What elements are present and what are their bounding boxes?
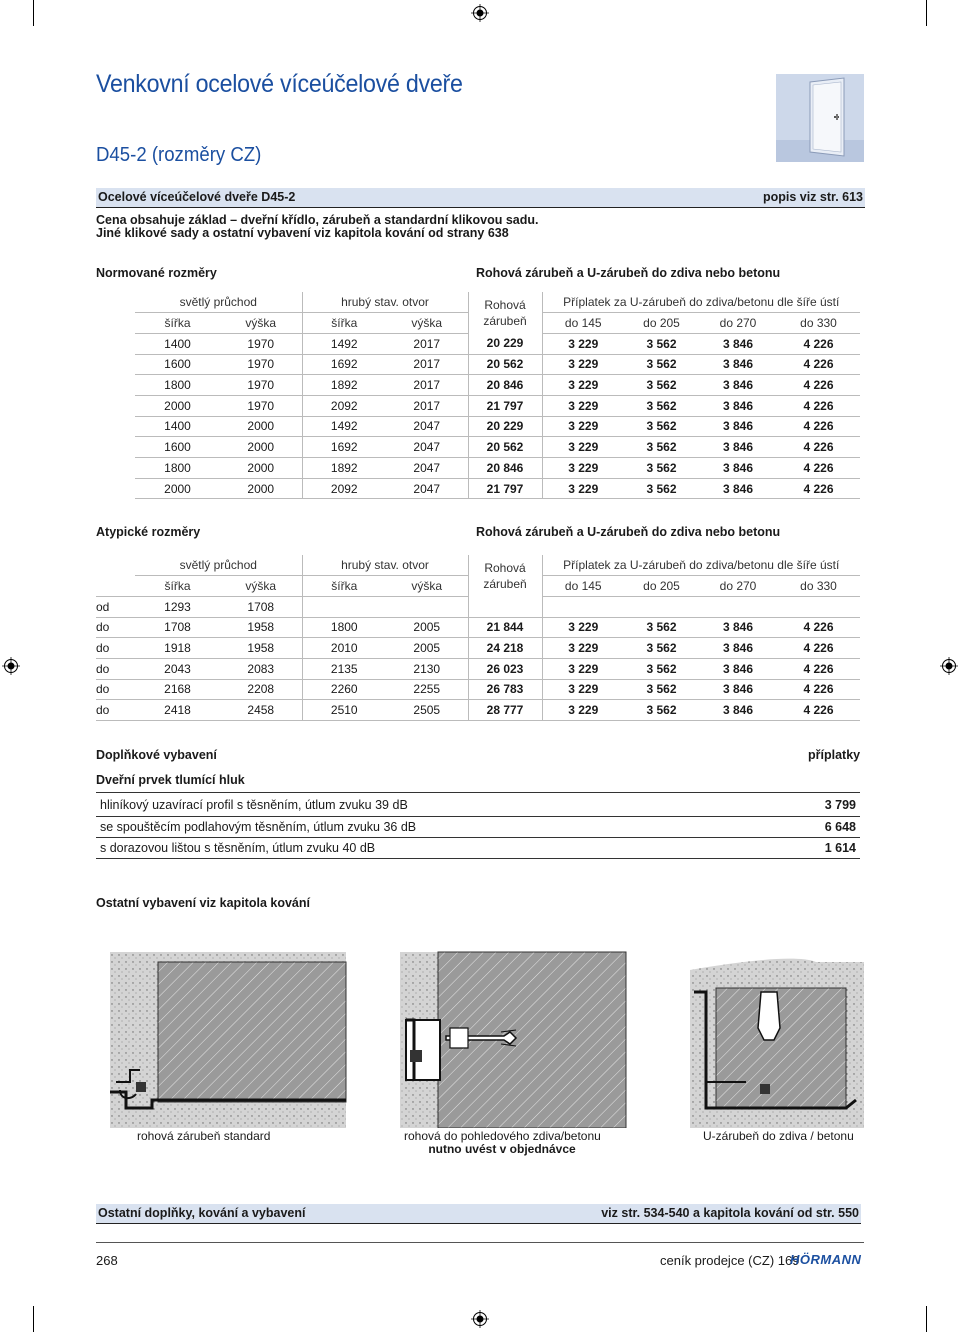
standard-cell: 3 846 <box>699 458 777 479</box>
caption-standard: rohová zárubeň standard <box>137 1129 271 1143</box>
atypical-cell <box>699 596 777 617</box>
bottom-bar-label: Ostatní doplňky, kování a vybavení <box>98 1206 306 1220</box>
atypical-cell: 1958 <box>220 638 302 659</box>
atypical-cell: 2005 <box>386 617 468 638</box>
standard-cell: 3 562 <box>624 395 699 416</box>
standard-cell: 3 846 <box>699 395 777 416</box>
standard-cell: 4 226 <box>777 375 860 396</box>
extras-row <box>96 795 860 816</box>
standard-cell: 2000 <box>135 478 220 499</box>
standard-cell: 21 797 <box>468 395 542 416</box>
standard-cell: 1492 <box>302 333 386 354</box>
light-opening-header: světlý průchod <box>135 555 302 576</box>
product-bar-label: Ocelové víceúčelové dveře D45-2 <box>98 190 296 204</box>
standard-cell: 2047 <box>386 416 468 437</box>
atypical-cell <box>468 596 542 617</box>
standard-cell: 1492 <box>302 416 386 437</box>
drawing-corner-frame-facing <box>400 952 626 1128</box>
registration-mark-icon <box>471 4 489 22</box>
atypical-cell: 2255 <box>386 679 468 700</box>
drawing-corner-frame-standard <box>110 952 346 1128</box>
standard-cell: 1800 <box>135 458 220 479</box>
atypical-cell: 2208 <box>220 679 302 700</box>
extras-item-name: s dorazovou lištou s těsněním, útlum zvuku 40 dB <box>96 837 777 858</box>
atypical-cell: 3 229 <box>542 658 624 679</box>
extras-item-price: 1 614 <box>777 837 860 858</box>
standard-cell: 4 226 <box>777 395 860 416</box>
standard-cell: 3 229 <box>542 354 624 375</box>
standard-cell: 3 562 <box>624 333 699 354</box>
catalog-ref: ceník prodejce (CZ) 169 <box>660 1253 800 1268</box>
atypical-cell: 2510 <box>302 700 386 721</box>
standard-cell: 3 846 <box>699 478 777 499</box>
width-header: šířka <box>302 313 386 334</box>
width-header: šířka <box>135 313 220 334</box>
standard-cell: 20 562 <box>468 354 542 375</box>
standard-cell: 20 846 <box>468 458 542 479</box>
standard-row <box>135 458 860 479</box>
standard-cell: 2017 <box>386 333 468 354</box>
atypical-cell: do <box>96 658 135 679</box>
atypical-cell: 2260 <box>302 679 386 700</box>
height-header: výška <box>386 576 468 597</box>
atypical-cell: 3 562 <box>624 658 699 679</box>
registration-mark-icon <box>940 657 958 675</box>
standard-cell: 3 562 <box>624 375 699 396</box>
atypical-cell: 26 783 <box>468 679 542 700</box>
do270-header: do 270 <box>699 576 777 597</box>
height-header: výška <box>386 313 468 334</box>
brand-logo: HÖRMANN <box>790 1252 862 1267</box>
standard-cell: 3 562 <box>624 437 699 458</box>
crop-mark <box>33 0 34 26</box>
height-header: výška <box>220 576 302 597</box>
spacer <box>96 576 135 597</box>
footer-divider <box>96 1242 864 1243</box>
standard-cell: 1600 <box>135 437 220 458</box>
atypical-cell: 2083 <box>220 658 302 679</box>
surcharge-header: Příplatek za U-zárubeň do zdiva/betonu dle šíře ústí <box>542 292 860 313</box>
atypical-cell: 3 846 <box>699 638 777 659</box>
standard-cell: 3 562 <box>624 478 699 499</box>
do145-header: do 145 <box>542 576 624 597</box>
standard-cell: 2092 <box>302 395 386 416</box>
atypical-cell: 26 023 <box>468 658 542 679</box>
corner-frame-header-1: Rohová <box>484 297 526 312</box>
do330-header: do 330 <box>777 576 860 597</box>
atypical-cell: 3 562 <box>624 679 699 700</box>
width-header: šířka <box>135 576 220 597</box>
atypical-row <box>96 700 860 721</box>
atypical-cell: 2505 <box>386 700 468 721</box>
standard-cell: 2017 <box>386 375 468 396</box>
atypical-cell: 1293 <box>135 596 220 617</box>
corner-frame-header <box>468 555 542 596</box>
standard-cell: 3 846 <box>699 375 777 396</box>
extras-price-label: příplatky <box>808 748 861 762</box>
crop-mark <box>33 1306 34 1332</box>
product-bar-ref: popis viz str. 613 <box>762 190 863 204</box>
standard-cell: 3 229 <box>542 375 624 396</box>
standard-cell: 1400 <box>135 333 220 354</box>
standard-cell: 3 229 <box>542 416 624 437</box>
corner-frame-header <box>468 292 542 333</box>
standard-cell: 1400 <box>135 416 220 437</box>
atypical-cell <box>624 596 699 617</box>
standard-cell: 3 562 <box>624 458 699 479</box>
corner-frame-header-2: zárubeň <box>483 576 527 591</box>
standard-row <box>135 333 860 354</box>
standard-cell: 4 226 <box>777 333 860 354</box>
standard-row <box>135 354 860 375</box>
caption-facing-line-2: nutno uvést v objednávce <box>428 1142 576 1156</box>
standard-row <box>135 478 860 499</box>
standard-cell: 3 229 <box>542 333 624 354</box>
height-header: výška <box>220 313 302 334</box>
extras-row <box>96 837 860 858</box>
standard-cell: 3 229 <box>542 437 624 458</box>
standard-cell: 1692 <box>302 437 386 458</box>
atypical-row <box>96 658 860 679</box>
standard-cell: 20 229 <box>468 416 542 437</box>
standard-cell: 4 226 <box>777 416 860 437</box>
standard-cell: 20 846 <box>468 375 542 396</box>
atypical-row <box>96 679 860 700</box>
standard-cell: 1970 <box>220 395 302 416</box>
atypical-cell: od <box>96 596 135 617</box>
atypical-cell: 1958 <box>220 617 302 638</box>
standard-frame-title: Rohová zárubeň a U-zárubeň do zdiva nebo betonu <box>476 266 781 280</box>
atypical-cell: 24 218 <box>468 638 542 659</box>
light-opening-header: světlý průchod <box>135 292 302 313</box>
standard-cell: 20 229 <box>468 333 542 354</box>
intro-line-2: Jiné klikové sady a ostatní vybavení viz kapitola kování od strany 638 <box>96 226 509 240</box>
extras-item-price: 3 799 <box>777 795 860 816</box>
standard-row <box>135 375 860 396</box>
atypical-cell: 1708 <box>220 596 302 617</box>
standard-cell: 3 846 <box>699 416 777 437</box>
atypical-cell: 28 777 <box>468 700 542 721</box>
atypical-cell: 4 226 <box>777 617 860 638</box>
extras-item-name: se spouštěcím podlahovým těsněním, útlum zvuku 36 dB <box>96 816 777 837</box>
extras-table <box>96 795 860 859</box>
product-bar <box>96 188 865 208</box>
atypical-cell: 2168 <box>135 679 220 700</box>
standard-cell: 4 226 <box>777 354 860 375</box>
atypical-cell: 21 844 <box>468 617 542 638</box>
standard-cell: 3 846 <box>699 333 777 354</box>
rough-opening-header: hrubý stav. otvor <box>302 292 468 313</box>
standard-cell: 1892 <box>302 458 386 479</box>
do330-header: do 330 <box>777 313 860 334</box>
standard-cell: 2000 <box>220 416 302 437</box>
do205-header: do 205 <box>624 313 699 334</box>
atypical-cell: 3 229 <box>542 617 624 638</box>
atypical-cell: 2418 <box>135 700 220 721</box>
do270-header: do 270 <box>699 313 777 334</box>
standard-cell: 1692 <box>302 354 386 375</box>
atypical-cell <box>542 596 624 617</box>
extras-label: Doplňkové vybavení <box>96 748 217 762</box>
standard-row <box>135 395 860 416</box>
standard-cell: 3 846 <box>699 354 777 375</box>
atypical-cell: 1918 <box>135 638 220 659</box>
atypical-cell: 3 846 <box>699 658 777 679</box>
atypical-cell <box>386 596 468 617</box>
standard-cell: 4 226 <box>777 478 860 499</box>
standard-label: Normované rozměry <box>96 266 217 280</box>
width-header: šířka <box>302 576 386 597</box>
standard-cell: 2000 <box>135 395 220 416</box>
extras-item-price: 6 648 <box>777 816 860 837</box>
page-title: Venkovní ocelové víceúčelové dveře <box>96 70 463 98</box>
corner-frame-header-1: Rohová <box>484 560 526 575</box>
extras-row <box>96 816 860 837</box>
rough-opening-header: hrubý stav. otvor <box>302 555 468 576</box>
atypical-cell: 4 226 <box>777 638 860 659</box>
standard-cell: 1970 <box>220 354 302 375</box>
standard-cell: 1892 <box>302 375 386 396</box>
standard-cell: 3 562 <box>624 354 699 375</box>
extras-group-label: Dveřní prvek tlumící hluk <box>96 773 245 787</box>
drawing-u-frame <box>690 959 864 1128</box>
standard-row <box>135 416 860 437</box>
standard-cell: 1600 <box>135 354 220 375</box>
bottom-bar <box>96 1204 861 1224</box>
registration-mark-icon <box>2 657 20 675</box>
standard-cell: 2092 <box>302 478 386 499</box>
standard-cell: 3 562 <box>624 416 699 437</box>
atypical-cell: do <box>96 617 135 638</box>
atypical-cell: 3 562 <box>624 617 699 638</box>
registration-mark-icon <box>471 1310 489 1328</box>
atypical-cell: 3 846 <box>699 700 777 721</box>
standard-cell: 20 562 <box>468 437 542 458</box>
atypical-cell: 4 226 <box>777 700 860 721</box>
atypical-cell: 2005 <box>386 638 468 659</box>
atypical-row <box>96 638 860 659</box>
standard-cell: 1970 <box>220 333 302 354</box>
atypical-cell <box>777 596 860 617</box>
atypical-cell: 3 562 <box>624 700 699 721</box>
standard-cell: 3 229 <box>542 395 624 416</box>
standard-cell: 2017 <box>386 354 468 375</box>
extras-item-name: hliníkový uzavírací profil s těsněním, útlum zvuku 39 dB <box>96 795 777 816</box>
page-subtitle: D45-2 (rozměry CZ) <box>96 144 262 166</box>
standard-cell: 2047 <box>386 478 468 499</box>
atypical-frame-title: Rohová zárubeň a U-zárubeň do zdiva nebo betonu <box>476 525 781 539</box>
other-equipment-label: Ostatní vybavení viz kapitola kování <box>96 896 310 910</box>
standard-cell: 4 226 <box>777 437 860 458</box>
atypical-cell <box>302 596 386 617</box>
atypical-cell: 2043 <box>135 658 220 679</box>
atypical-cell: 4 226 <box>777 658 860 679</box>
atypical-cell: 3 846 <box>699 679 777 700</box>
standard-cell: 2000 <box>220 437 302 458</box>
atypical-cell: do <box>96 700 135 721</box>
do205-header: do 205 <box>624 576 699 597</box>
atypical-cell: 1800 <box>302 617 386 638</box>
divider <box>96 792 860 793</box>
crop-mark <box>926 0 927 26</box>
do145-header: do 145 <box>542 313 624 334</box>
door-illustration <box>776 74 864 162</box>
corner-frame-header-2: zárubeň <box>483 313 527 328</box>
atypical-cell: 3 229 <box>542 700 624 721</box>
atypical-row <box>96 617 860 638</box>
atypical-row <box>96 596 860 617</box>
atypical-cell: 1708 <box>135 617 220 638</box>
standard-cell: 2000 <box>220 478 302 499</box>
atypical-cell: do <box>96 638 135 659</box>
atypical-cell: 4 226 <box>777 679 860 700</box>
standard-cell: 2017 <box>386 395 468 416</box>
page-number: 268 <box>96 1253 118 1268</box>
atypical-cell: 2130 <box>386 658 468 679</box>
standard-row <box>135 437 860 458</box>
frame-drawings <box>96 932 864 1128</box>
standard-cell: 3 846 <box>699 437 777 458</box>
standard-cell: 2047 <box>386 458 468 479</box>
atypical-cell: 3 562 <box>624 638 699 659</box>
standard-cell: 2047 <box>386 437 468 458</box>
crop-mark <box>926 1306 927 1332</box>
intro-line-1: Cena obsahuje základ – dveřní křídlo, zárubeň a standardní klikovou sadu. <box>96 213 539 227</box>
atypical-cell: 3 229 <box>542 638 624 659</box>
caption-facing <box>404 1130 600 1156</box>
caption-facing-line-1: rohová do pohledového zdiva/betonu <box>404 1129 601 1143</box>
atypical-cell: do <box>96 679 135 700</box>
caption-u-frame: U-zárubeň do zdiva / betonu <box>703 1129 854 1143</box>
standard-cell: 1800 <box>135 375 220 396</box>
atypical-cell: 3 229 <box>542 679 624 700</box>
standard-table <box>135 292 860 499</box>
standard-cell: 3 229 <box>542 478 624 499</box>
atypical-cell: 3 846 <box>699 617 777 638</box>
intro-text <box>96 214 538 240</box>
bottom-bar-ref: viz str. 534-540 a kapitola kování od str. 550 <box>601 1206 859 1220</box>
spacer <box>96 555 135 576</box>
atypical-label: Atypické rozměry <box>96 525 201 539</box>
standard-cell: 4 226 <box>777 458 860 479</box>
standard-cell: 3 229 <box>542 458 624 479</box>
standard-cell: 1970 <box>220 375 302 396</box>
atypical-cell: 2135 <box>302 658 386 679</box>
surcharge-header: Příplatek za U-zárubeň do zdiva/betonu dle šíře ústí <box>542 555 860 576</box>
atypical-cell: 2458 <box>220 700 302 721</box>
atypical-table <box>96 555 860 721</box>
standard-cell: 21 797 <box>468 478 542 499</box>
atypical-cell: 2010 <box>302 638 386 659</box>
standard-cell: 2000 <box>220 458 302 479</box>
